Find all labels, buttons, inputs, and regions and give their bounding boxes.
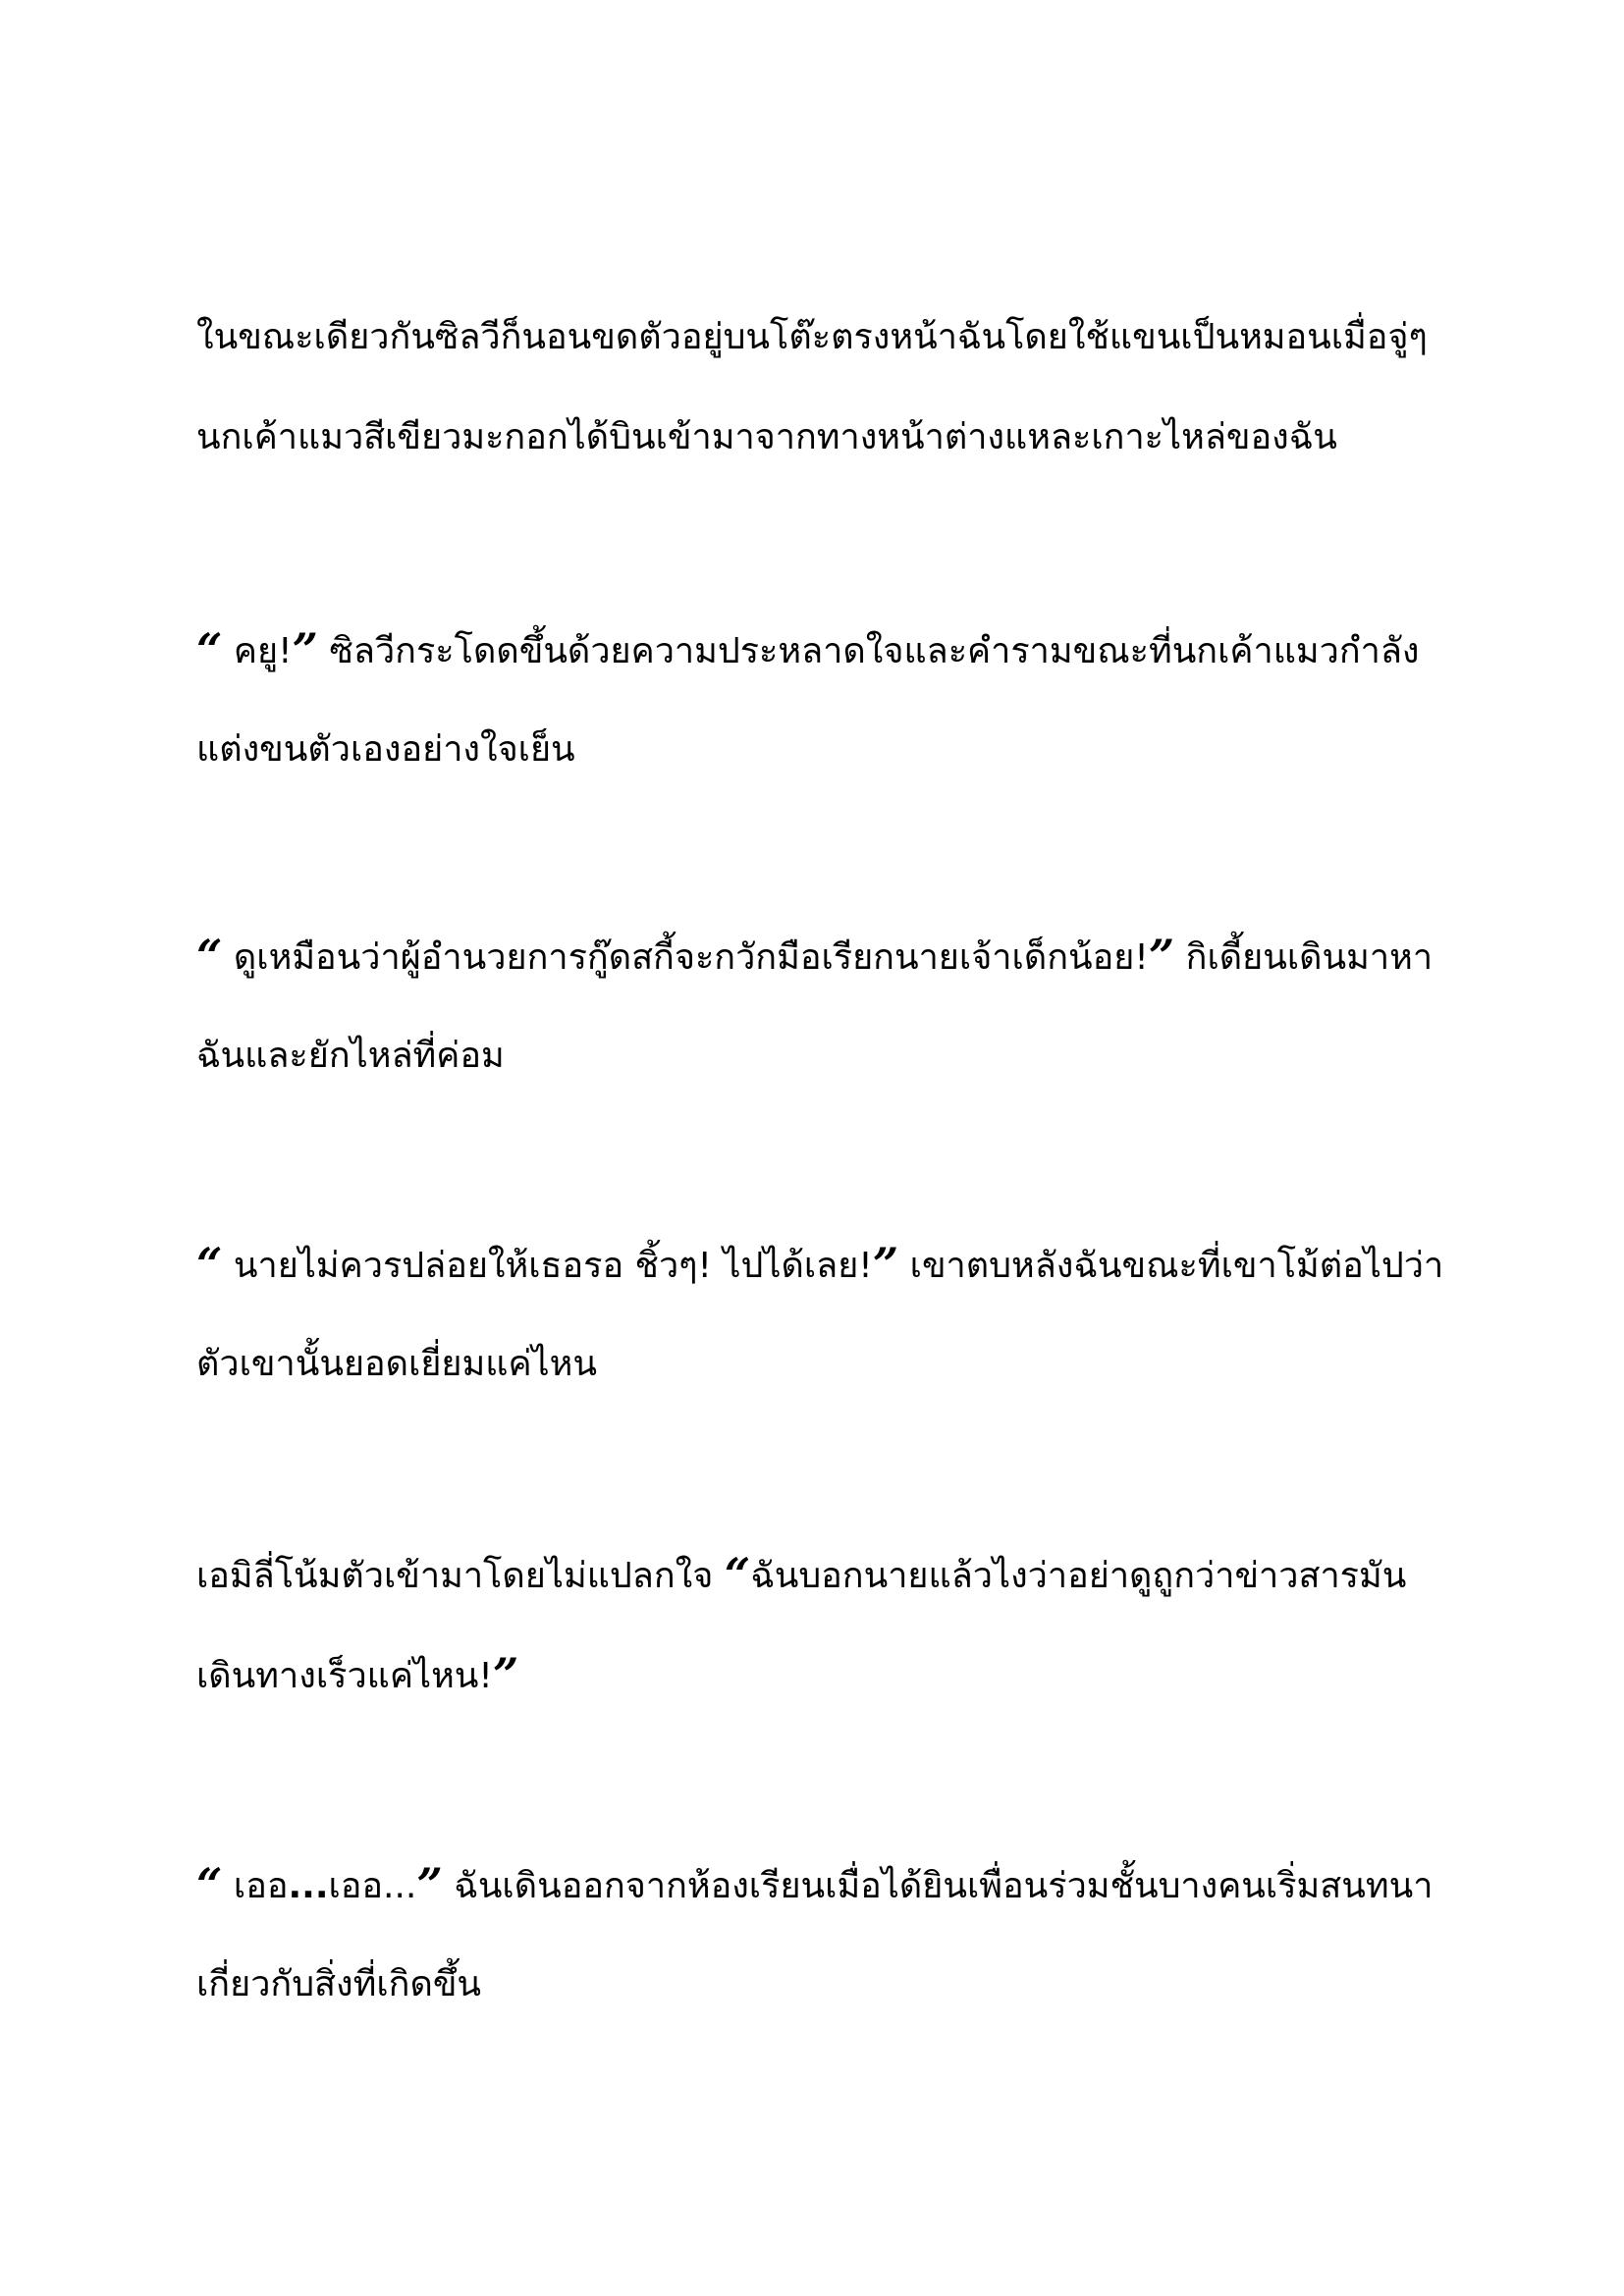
narration-text: ซิลวีกระโดดขึ้นด้วยความประหลาดใจและคำรามขณะที่นกเค้าแมวกำลัง (318, 631, 1420, 671)
paragraph-6 (196, 1859, 1453, 2059)
dialogue-text: เดินทางเร็วแค่ไหน! (196, 1656, 493, 1696)
dialogue-text: เออ... (328, 1866, 417, 1906)
paragraph-line (196, 1859, 1453, 1959)
dialogue-text: ดูเหมือนว่าผู้อำนวยการกู๊ดสกี้จะกวักมือเรียกนายเจ้าเด็กน้อย! (222, 937, 1149, 978)
close-quote: ” (292, 623, 318, 676)
open-quote: “ (724, 1548, 751, 1601)
narration-text: เอมิลี่โน้มตัวเข้ามาโดยไม่แปลกใจ (196, 1556, 725, 1596)
close-quote: ” (872, 1238, 899, 1291)
dialogue-text: เออ (222, 1866, 289, 1906)
paragraph-line (196, 624, 1453, 724)
open-quote: “ (196, 930, 223, 983)
paragraph-5 (196, 1549, 1453, 1749)
close-quote: ” (416, 1858, 443, 1911)
narration-text: ฉันเดินออกจากห้องเรียนเมื่อได้ยินเพื่อนร่วมชั้นบางคนเริ่มสนทนา (442, 1866, 1434, 1906)
close-quote: ” (1148, 930, 1175, 983)
paragraph-line: เกี่ยวกับสิ่งที่เกิดขึ้น (196, 1964, 482, 2004)
paragraph-line (196, 1239, 1453, 1339)
paragraph-line: ในขณะเดียวกันซิลวีก็นอนขดตัวอยู่บนโต๊ะตรงหน้าฉันโดยใช้แขนเป็นหมอนเมื่อจู่ๆ (196, 317, 1428, 357)
paragraph-line: นกเค้าแมวสีเขียวมะกอกได้บินเข้ามาจากทางหน้าต่างแหละเกาะไหล่ของฉัน (196, 417, 1337, 457)
close-quote: ” (492, 1648, 519, 1701)
open-quote: “ (196, 623, 223, 676)
paragraph-1 (196, 312, 1453, 512)
dialogue-text: นายไม่ควรปล่อยให้เธอรอ ชิ้วๆ! ไปได้เลย! (222, 1246, 873, 1286)
dialogue-text: ฉันบอกนายแล้วไงว่าอย่าดูถูกว่าข่าวสารมัน (750, 1556, 1407, 1596)
paragraph-line (196, 1649, 1453, 1749)
dialogue-text: คยู! (222, 631, 293, 671)
paragraph-line: ฉันและยักไหล่ที่ค่อม (196, 1036, 505, 1076)
paragraph-line (196, 931, 1453, 1031)
ellipsis: ... (288, 1866, 329, 1906)
open-quote: “ (196, 1238, 223, 1291)
paragraph-line: แต่งขนตัวเองอย่างใจเย็น (196, 729, 575, 770)
paragraph-3 (196, 931, 1453, 1131)
open-quote: “ (196, 1858, 223, 1911)
paragraph-line: ตัวเขานั้นยอดเยี่ยมแค่ไหน (196, 1344, 597, 1384)
paragraph-line (196, 1549, 1453, 1649)
narration-text: เขาตบหลังฉันขณะที่เขาโม้ต่อไปว่า (898, 1246, 1444, 1286)
paragraph-4 (196, 1239, 1453, 1439)
narration-text: กิเดี้ยนเดินมาหา (1174, 937, 1434, 978)
paragraph-2 (196, 624, 1453, 825)
